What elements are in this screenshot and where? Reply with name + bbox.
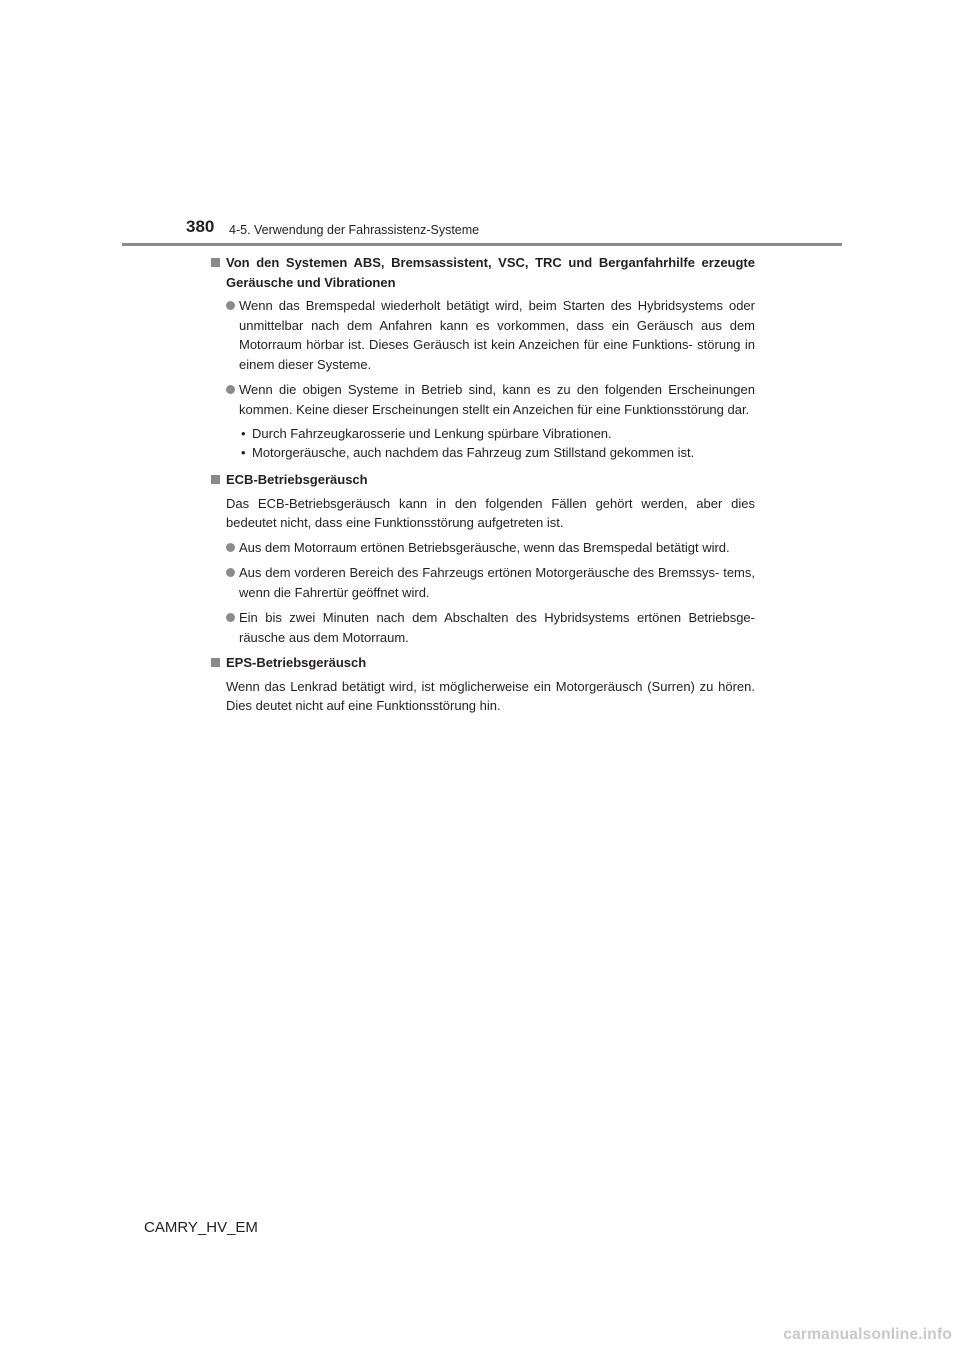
sub-list-item: [211, 443, 755, 462]
section-heading-eps: [211, 653, 755, 673]
list-item-text: Wenn die obigen Systeme in Betrieb sind, kann es zu den folgenden Erscheinungen kommen. Keine dieser Erscheinungen stellt ein Anzeichen für eine Funktionsstörung dar.: [239, 382, 755, 417]
list-item-text: Ein bis zwei Minuten nach dem Abschalten des Hybridsystems ertönen Betriebsge- räusche aus dem Motorraum.: [239, 610, 755, 645]
document-id: CAMRY_HV_EM: [144, 1219, 258, 1236]
heading-text: EPS-Betriebsgeräusch: [226, 655, 367, 670]
dot-marker: •: [241, 445, 246, 460]
watermark: carmanualsonline.info: [783, 1326, 952, 1343]
sub-list-item: [211, 424, 755, 443]
page-content: [211, 253, 755, 721]
heading-text: ECB-Betriebsgeräusch: [226, 472, 368, 487]
paragraph: Das ECB-Betriebsgeräusch kann in den folgenden Fällen gehört werden, aber dies bedeutet nicht, dass eine Funktionsstörung aufgetreten ist.: [226, 495, 755, 530]
header-divider: [122, 243, 842, 246]
circle-bullet-icon: [226, 543, 235, 552]
circle-bullet-icon: [226, 301, 235, 310]
list-item-text: Aus dem vorderen Bereich des Fahrzeugs ertönen Motorgeräusche des Bremssys- tems, wenn die Fahrertür geöffnet wird.: [239, 565, 755, 600]
sub-list: [211, 424, 755, 462]
square-bullet-icon: [211, 258, 220, 267]
section-heading-ecb: [211, 470, 755, 490]
page-number: 380: [186, 217, 215, 236]
square-bullet-icon: [211, 475, 220, 484]
list-item-text: Wenn das Bremspedal wiederholt betätigt wird, beim Starten des Hybridsystems oder unmittelbar nach dem Anfahren kann es vorkommen, dass ein Geräusch aus dem Motorraum hörbar ist. Dieses Geräusch ist kein Anzeichen für eine Funktions- störung in einem dieser Systeme.: [239, 298, 755, 372]
sub-item-text: Motorgeräusche, auch nachdem das Fahrzeug zum Stillstand gekommen ist.: [252, 445, 695, 460]
paragraph: Wenn das Lenkrad betätigt wird, ist möglicherweise ein Motorgeräusch (Surren) zu hören. Dies deutet nicht auf eine Funktionsstörung hin.: [226, 678, 755, 713]
list-item: [211, 380, 755, 419]
list-item: [211, 538, 755, 558]
heading-text: Von den Systemen ABS, Bremsassistent, VSC, TRC und Berganfahrhilfe erzeugte Geräusche und Vibrationen: [226, 255, 755, 290]
circle-bullet-icon: [226, 385, 235, 394]
square-bullet-icon: [211, 658, 220, 667]
dot-marker: •: [241, 426, 246, 441]
circle-bullet-icon: [226, 568, 235, 577]
list-item-text: Aus dem Motorraum ertönen Betriebsgeräusche, wenn das Bremspedal betätigt wird.: [239, 539, 730, 555]
list-item: [211, 296, 755, 374]
section-heading-abs: [211, 253, 755, 292]
section-title: 4-5. Verwendung der Fahrassistenz-Systeme: [229, 223, 480, 237]
circle-bullet-icon: [226, 613, 235, 622]
sub-item-text: Durch Fahrzeugkarosserie und Lenkung spürbare Vibrationen.: [252, 426, 612, 441]
list-item: [211, 563, 755, 602]
list-item: [211, 608, 755, 647]
